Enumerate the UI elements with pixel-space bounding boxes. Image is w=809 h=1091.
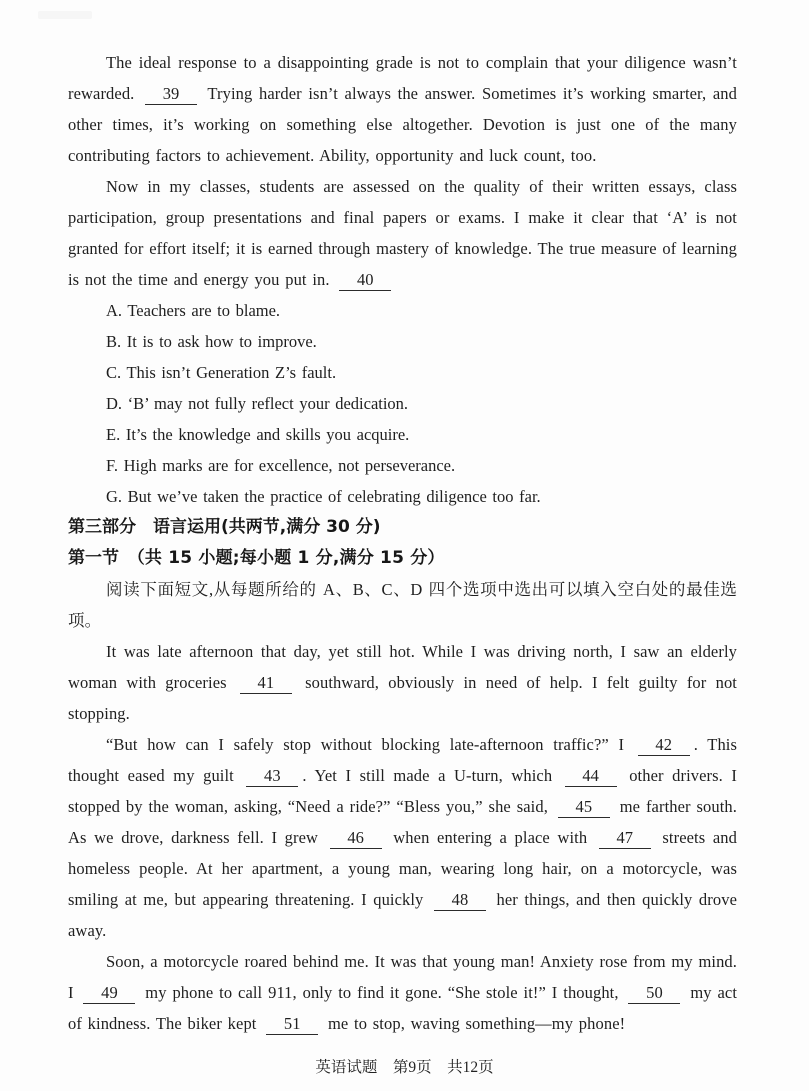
cloze-blank-51: 51 xyxy=(266,1014,318,1035)
cloze-blank-41: 41 xyxy=(240,673,292,694)
section1-heading xyxy=(68,543,737,574)
option-e: E. It’s the knowledge and skills you acquire. xyxy=(106,425,410,444)
scan-artifact xyxy=(38,11,92,19)
cloze-paragraph-3: Soon, a motorcycle roared behind me. It was that young man! Anxiety rose from my mind. I 49 my phone to call 911, only to find it gone. “She stole it!” I thought, 50 my act of kindness. The biker kept 51 me to stop, waving something—my phone! xyxy=(68,952,737,1033)
cloze-blank-48: 48 xyxy=(434,890,486,911)
option-b: B. It is to ask how to improve. xyxy=(106,332,317,351)
option-c: C. This isn’t Generation Z’s fault. xyxy=(106,363,337,382)
part3-section xyxy=(68,512,737,1039)
option-d: D. ‘B’ may not fully reflect your dedication. xyxy=(106,394,409,413)
section1-label: 第一节 xyxy=(68,548,119,568)
gap-filling-section xyxy=(68,47,737,512)
cloze-blank-43: 43 xyxy=(246,766,298,787)
cloze-blank-49: 49 xyxy=(83,983,135,1004)
cloze-instruction: 阅读下面短文,从每题所给的 A、B、C、D 四个选项中选出可以填入空白处的最佳选项。 xyxy=(68,580,737,630)
option-a: A. Teachers are to blame. xyxy=(106,301,281,320)
cloze-blank-46: 46 xyxy=(330,828,382,849)
cloze-blank-45: 45 xyxy=(558,797,610,818)
part3-heading: 第三部分 语言运用(共两节,满分 30 分) xyxy=(68,517,381,537)
cloze-blank-47: 47 xyxy=(599,828,651,849)
cloze-paragraph-1: It was late afternoon that day, yet still hot. While I was driving north, I saw an elderly woman with groceries 41 southward, obviously in need of help. I felt guilty for not stopping. xyxy=(68,642,737,723)
cloze-blank-44: 44 xyxy=(565,766,617,787)
cloze-blank-42: 42 xyxy=(638,735,690,756)
gap-passage-paragraph-1: The ideal response to a disappointing grade is not to complain that your diligence wasn’t rewarded. 39 Trying harder isn’t always the answer. Sometimes it’s working smarter, and other times, it’s working on something else altogether. Devotion is just one of the many contributing factors to achievement. Ability, opportunity and luck count, too. xyxy=(68,53,737,165)
section1-detail: （共 15 小题;每小题 1 分,满分 15 分） xyxy=(119,548,445,568)
cloze-blank-39: 39 xyxy=(145,84,197,105)
option-g: G. But we’ve taken the practice of celebrating diligence too far. xyxy=(106,487,541,506)
gap-passage-paragraph-2: Now in my classes, students are assessed on the quality of their written essays, class participation, group presentations and final papers or exams. I make it clear that ‘A’ is not granted for effort itself; it is earned through mastery of knowledge. The true measure of learning is not the time and energy you put in. 40 xyxy=(68,177,737,289)
cloze-blank-40: 40 xyxy=(339,270,391,291)
cloze-blank-50: 50 xyxy=(628,983,680,1004)
page-footer: 英语试题 第9页 共12页 xyxy=(315,1059,494,1076)
option-f: F. High marks are for excellence, not perseverance. xyxy=(106,456,456,475)
cloze-paragraph-2: “But how can I safely stop without blocking late-afternoon traffic?” I 42 . This thought eased my guilt 43 . Yet I still made a U-turn, which 44 other drivers. I stopped by the woman, asking, “Need a ride?” “Bless you,” she said, 45 me farther south. As we drove, darkness fell. I grew 46 when entering a place with 47 streets and homeless people. At her apartment, a young man, wearing long hair, on a motorcycle, was smiling at me, but appearing threatening. I quickly 48 her things, and then quickly drove away. xyxy=(68,735,737,940)
options-list xyxy=(68,295,737,512)
